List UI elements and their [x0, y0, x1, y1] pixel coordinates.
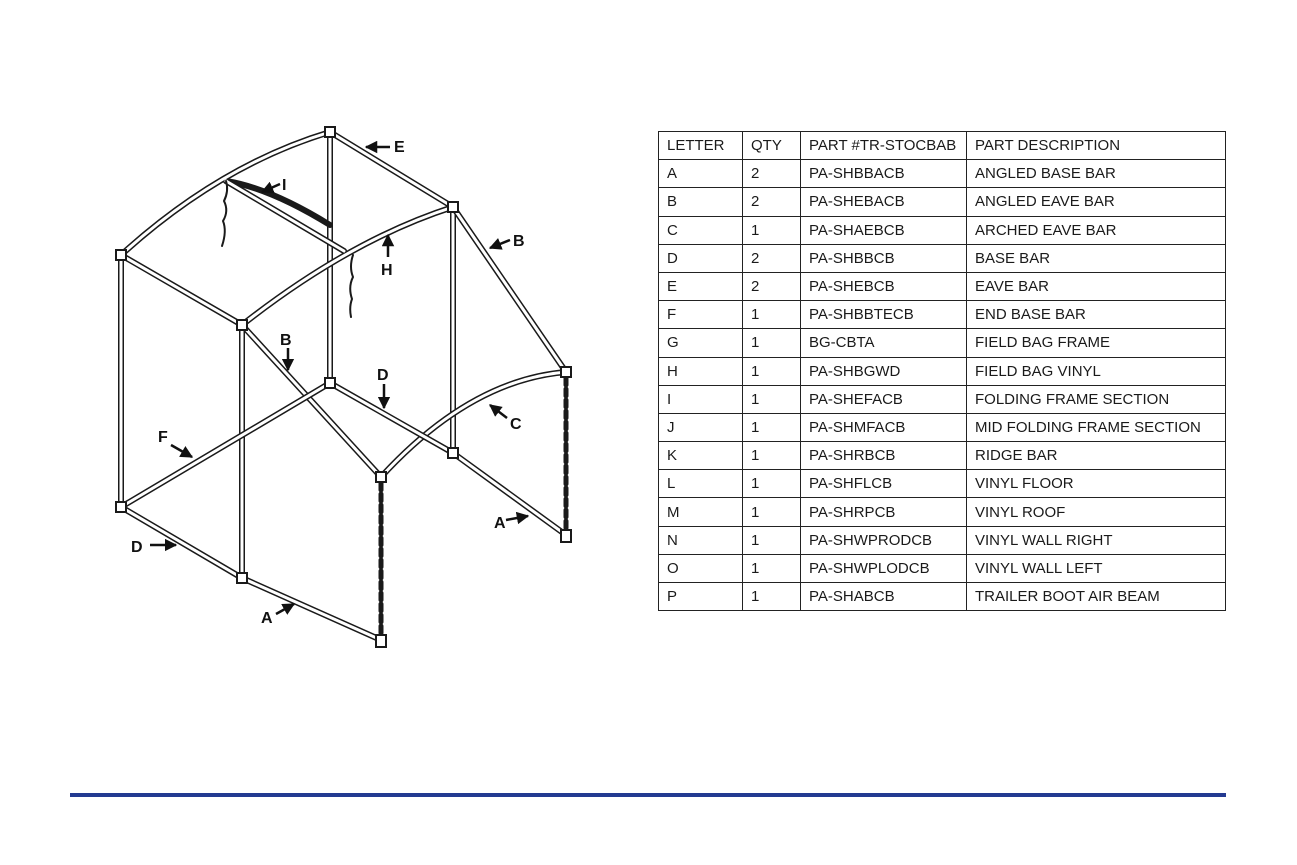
table-row — [659, 301, 1226, 329]
label-e: E — [394, 139, 405, 156]
table-row — [659, 498, 1226, 526]
label-h: H — [381, 262, 393, 279]
air-beam-legs — [381, 378, 566, 635]
cell-part-number: PA-SHFLCB — [801, 470, 967, 498]
cell-qty: 2 — [743, 244, 801, 272]
cell-part-description: VINYL FLOOR — [967, 470, 1226, 498]
cell-part-number: PA-SHBBTECB — [801, 301, 967, 329]
label-d-top: D — [377, 367, 389, 384]
cell-part-number: PA-SHMFACB — [801, 413, 967, 441]
header-qty: QTY — [743, 132, 801, 160]
cell-part-description: TRAILER BOOT AIR BEAM — [967, 583, 1226, 611]
cell-qty: 2 — [743, 160, 801, 188]
cell-qty: 1 — [743, 357, 801, 385]
cell-part-description: RIDGE BAR — [967, 442, 1226, 470]
table-row — [659, 470, 1226, 498]
cell-letter: N — [659, 526, 743, 554]
cell-letter: D — [659, 244, 743, 272]
cell-qty: 1 — [743, 301, 801, 329]
parts-table-body — [659, 160, 1226, 611]
label-d-bottom: D — [131, 539, 143, 556]
table-row — [659, 413, 1226, 441]
parts-table — [658, 131, 1226, 611]
cell-part-number: PA-SHEBACB — [801, 188, 967, 216]
cell-part-description: MID FOLDING FRAME SECTION — [967, 413, 1226, 441]
cell-qty: 1 — [743, 385, 801, 413]
table-row — [659, 442, 1226, 470]
cell-part-number: PA-SHEBCB — [801, 272, 967, 300]
cell-part-description: FIELD BAG VINYL — [967, 357, 1226, 385]
label-i: I — [282, 177, 287, 194]
cell-qty: 1 — [743, 583, 801, 611]
cell-part-number: BG-CBTA — [801, 329, 967, 357]
cell-qty: 2 — [743, 272, 801, 300]
cell-letter: L — [659, 470, 743, 498]
cell-part-number: PA-SHBGWD — [801, 357, 967, 385]
cell-letter: A — [659, 160, 743, 188]
cell-qty: 1 — [743, 554, 801, 582]
cell-qty: 1 — [743, 329, 801, 357]
cell-letter: P — [659, 583, 743, 611]
table-row — [659, 329, 1226, 357]
callout-arrows — [150, 147, 528, 614]
cell-letter: K — [659, 442, 743, 470]
cell-letter: I — [659, 385, 743, 413]
frame-diagram — [0, 0, 640, 700]
cell-part-description: VINYL WALL RIGHT — [967, 526, 1226, 554]
table-row — [659, 385, 1226, 413]
cell-part-number: PA-SHWPRODCB — [801, 526, 967, 554]
table-row — [659, 526, 1226, 554]
cell-part-description: END BASE BAR — [967, 301, 1226, 329]
table-row — [659, 272, 1226, 300]
cell-letter: G — [659, 329, 743, 357]
cell-part-description: FIELD BAG FRAME — [967, 329, 1226, 357]
label-b-left: B — [280, 332, 292, 349]
table-row — [659, 583, 1226, 611]
cell-part-number: PA-SHBBCB — [801, 244, 967, 272]
cell-part-number: PA-SHABCB — [801, 583, 967, 611]
footer-rule — [70, 793, 1226, 797]
header-part-number: PART #TR-STOCBAB — [801, 132, 967, 160]
label-b-right: B — [513, 233, 525, 250]
header-letter: LETTER — [659, 132, 743, 160]
cell-part-number: PA-SHBBACB — [801, 160, 967, 188]
label-f: F — [158, 429, 168, 446]
cell-qty: 1 — [743, 498, 801, 526]
table-row — [659, 216, 1226, 244]
cell-part-description: VINYL ROOF — [967, 498, 1226, 526]
cell-letter: E — [659, 272, 743, 300]
cell-letter: J — [659, 413, 743, 441]
cell-part-description: ANGLED EAVE BAR — [967, 188, 1226, 216]
cell-letter: F — [659, 301, 743, 329]
cell-part-description: BASE BAR — [967, 244, 1226, 272]
label-a-left: A — [261, 610, 273, 627]
table-row — [659, 188, 1226, 216]
cell-qty: 1 — [743, 470, 801, 498]
table-header-row — [659, 132, 1226, 160]
cell-letter: O — [659, 554, 743, 582]
cell-part-number: PA-SHAEBCB — [801, 216, 967, 244]
cell-part-description: FOLDING FRAME SECTION — [967, 385, 1226, 413]
cell-part-description: VINYL WALL LEFT — [967, 554, 1226, 582]
label-a-right: A — [494, 515, 506, 532]
cell-qty: 1 — [743, 526, 801, 554]
cell-letter: C — [659, 216, 743, 244]
roof-bars — [121, 132, 453, 325]
cell-part-description: ANGLED BASE BAR — [967, 160, 1226, 188]
cell-part-number: PA-SHRBCB — [801, 442, 967, 470]
cell-part-number: PA-SHRPCB — [801, 498, 967, 526]
table-row — [659, 244, 1226, 272]
header-part-description: PART DESCRIPTION — [967, 132, 1226, 160]
cell-part-number: PA-SHWPLODCB — [801, 554, 967, 582]
cell-part-number: PA-SHEFACB — [801, 385, 967, 413]
cell-part-description: EAVE BAR — [967, 272, 1226, 300]
cell-qty: 2 — [743, 188, 801, 216]
cell-qty: 1 — [743, 442, 801, 470]
cell-letter: B — [659, 188, 743, 216]
table-row — [659, 357, 1226, 385]
table-row — [659, 554, 1226, 582]
cell-qty: 1 — [743, 216, 801, 244]
cell-qty: 1 — [743, 413, 801, 441]
cell-letter: H — [659, 357, 743, 385]
cell-letter: M — [659, 498, 743, 526]
base-bars — [121, 383, 566, 640]
cell-part-description: ARCHED EAVE BAR — [967, 216, 1226, 244]
table-row — [659, 160, 1226, 188]
label-c: C — [510, 416, 522, 433]
